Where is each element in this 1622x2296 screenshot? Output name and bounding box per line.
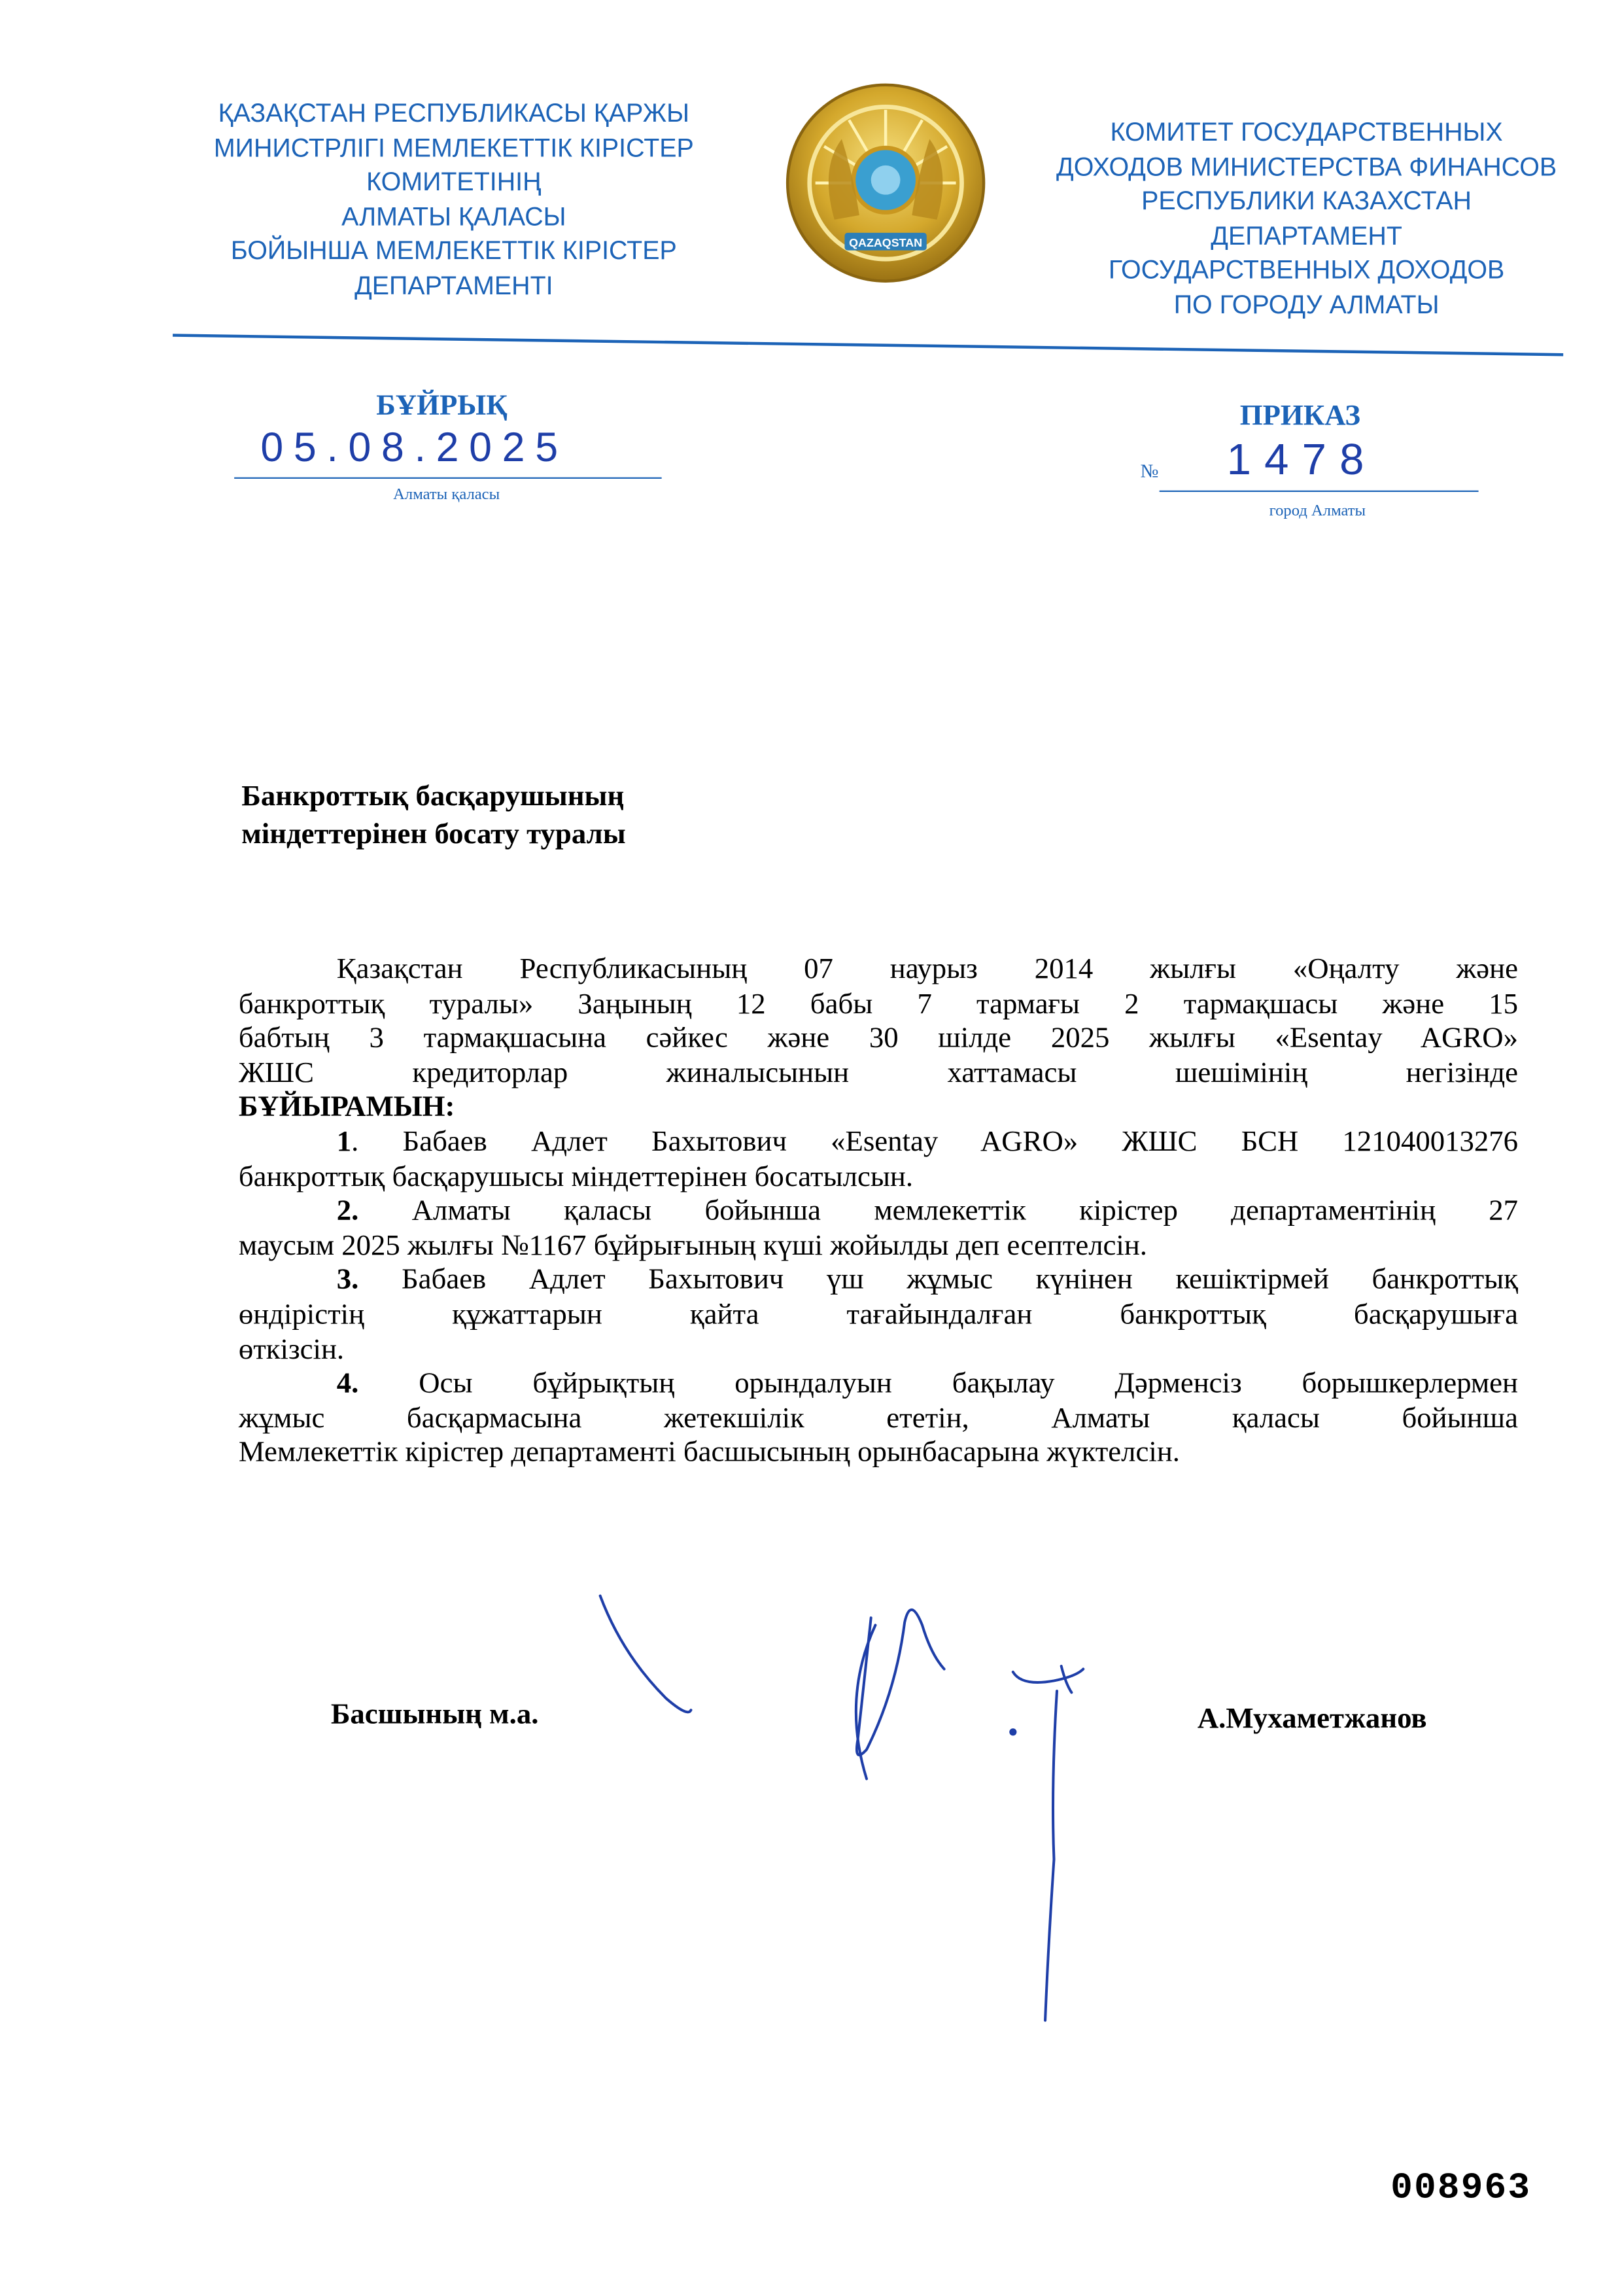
item-2-first-line (239, 1195, 1518, 1230)
item-number: 2. (336, 1194, 359, 1227)
preamble-line: ЖШС кредиторлар жиналысынын хаттамасы шешімінің негізінде (238, 1056, 1519, 1089)
header-ru-line: ГОСУДАРСТВЕННЫХ ДОХОДОВ (1108, 255, 1505, 285)
order-date-handwritten: 05.08.2025 (260, 425, 568, 470)
item-line: өндірістің құжаттарын қайта тағайындалған банкроттық басқарушыға (238, 1298, 1519, 1331)
document-subject (241, 777, 625, 853)
item-text: Осы бұйрықтың орындалуын бақылау Дәрменсіз борышкерлермен (358, 1367, 1519, 1400)
item-line: маусым 2025 жылғы №1167 бұйрығының күші жойылды деп есептелсін. (238, 1229, 1148, 1262)
header-ru-line: РЕСПУБЛИКИ КАЗАХСТАН (1141, 186, 1472, 216)
header-ru-line: ПО ГОРОДУ АЛМАТЫ (1173, 290, 1440, 319)
item-1-first-line (239, 1126, 1518, 1160)
item-text: . Бабаев Адлет Бахытович «Esentay AGRO» ЖШС БСН 121040013276 (351, 1126, 1519, 1158)
header-kz-line: ҚАЗАҚСТАН РЕСПУБЛИКАСЫ ҚАРЖЫ (218, 97, 690, 128)
subject-line: Банкроттық басқарушының (241, 780, 625, 813)
preamble-line: бабтың 3 тармақшасына сәйкес және 30 шілде 2025 жылғы «Esentay AGRO» (238, 1022, 1519, 1054)
state-emblem (783, 80, 988, 285)
item-line: өткізсін. (238, 1332, 345, 1366)
city-kz: Алматы қаласы (393, 486, 500, 504)
signatory-name: А.Мухаметжанов (1197, 1703, 1427, 1735)
signatory-position: Басшының м.а. (330, 1698, 539, 1731)
order-title-kz: БҰЙРЫҚ (376, 389, 508, 422)
number-prefix: № (1140, 459, 1159, 482)
header-kz-line: МИНИСТРЛІГІ МЕМЛЕКЕТТІК КІРІСТЕР (213, 132, 694, 162)
document-body (239, 953, 1518, 1471)
item-line: Мемлекеттік кірістер департаменті басшысының орынбасарына жүктелсін. (238, 1436, 1180, 1469)
header-ru-line: ДОХОДОВ МИНИСТЕРСТВА ФИНАНСОВ (1056, 151, 1557, 181)
order-title-ru: ПРИКАЗ (1239, 400, 1361, 432)
item-text: Бабаев Адлет Бахытович үш жұмыс күнінен кешіктірмей банкроттық (358, 1264, 1519, 1296)
item-4-first-line (239, 1368, 1518, 1402)
header-kz-line: БОЙЫНША МЕМЛЕКЕТТІК КІРІСТЕР (230, 236, 677, 266)
item-number: 3. (336, 1264, 359, 1296)
header-kz-line: ДЕПАРТАМЕНТІ (354, 270, 553, 300)
header-ru-line: КОМИТЕТ ГОСУДАРСТВЕННЫХ (1110, 117, 1503, 147)
header-kz-line: АЛМАТЫ ҚАЛАСЫ (341, 201, 566, 232)
item-number: 1 (336, 1126, 352, 1158)
date-underline (234, 478, 662, 479)
header-ru-line: ДЕПАРТАМЕНТ (1211, 220, 1402, 251)
city-ru: город Алматы (1269, 502, 1366, 520)
item-line: жұмыс басқармасына жетекшілік ететін, Алматы қаласы бойынша (238, 1402, 1519, 1435)
document-serial-number: 008963 (1390, 2166, 1532, 2210)
item-number: 4. (336, 1367, 359, 1400)
emblem-text: QAZAQSTAN (849, 236, 923, 250)
header-ru (1010, 116, 1602, 323)
subject-line: міндеттерінен босату туралы (241, 818, 626, 851)
decree-word: БҰЙЫРАМЫН: (238, 1091, 455, 1124)
item-line: банкроттық басқарушысы міндеттерінен босатылсын. (238, 1160, 914, 1193)
preamble-line: банкроттық туралы» Заңының 12 бабы 7 тармағы 2 тармақшасы және 15 (238, 987, 1519, 1020)
header-kz-line: КОМИТЕТІНІҢ (366, 167, 542, 197)
item-3-first-line (239, 1264, 1518, 1298)
header-kz (147, 97, 761, 304)
handwritten-signature (557, 1567, 1142, 2050)
header-divider (173, 334, 1563, 356)
number-underline (1160, 491, 1479, 492)
item-text: Алматы қаласы бойынша мемлекеттік кірістер департаментінің 27 (358, 1194, 1519, 1227)
preamble-line: Қазақстан Республикасының 07 наурыз 2014 жылғы «Оңалту және (336, 953, 1519, 986)
order-number-handwritten: 1478 (1226, 436, 1377, 485)
